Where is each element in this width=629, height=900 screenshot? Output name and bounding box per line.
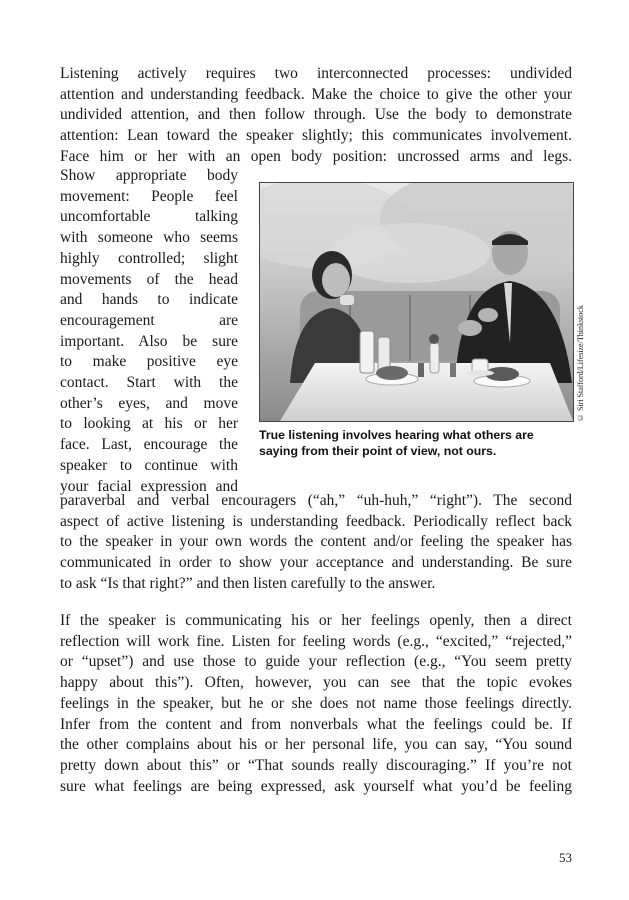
text-line: face. Last, encourage the bbox=[60, 436, 238, 454]
text-line: to make positive eye bbox=[60, 353, 238, 371]
figure-caption: True listening involves hearing what others are saying from their point of view, not ours. bbox=[259, 428, 534, 458]
paragraph-1-top bbox=[60, 64, 572, 168]
photo-credit: © Siri Stafford/Lifesize/Thinkstock bbox=[576, 305, 585, 422]
text-line: movement: People feel bbox=[60, 187, 238, 205]
text-line: with someone who seems bbox=[60, 229, 238, 247]
text-line: to the speaker in your own words the content and/or feeling the speaker has bbox=[60, 533, 572, 551]
photo-figure bbox=[259, 182, 574, 422]
text-line: to ask “Is that right?” and then listen carefully to the answer. bbox=[60, 574, 436, 592]
text-line: Listening actively requires two interconnected processes: undivided bbox=[60, 65, 572, 82]
text-line: feelings in the speaker, but he or she does not name those feelings directly. bbox=[60, 694, 572, 712]
text-line: and hands to indicate bbox=[60, 291, 238, 309]
cafe-conversation-photo bbox=[260, 183, 573, 421]
text-line: attention: Lean toward the speaker slightly; this communicates involvement. bbox=[60, 127, 572, 145]
text-line: paraverbal and verbal encouragers (“ah,” “uh-huh,” “right”). The second bbox=[60, 492, 572, 509]
text-line: other’s eyes, and move bbox=[60, 394, 238, 412]
text-line: speaker to continue with bbox=[60, 456, 238, 474]
text-line: contact. Start with the bbox=[60, 374, 238, 392]
text-line: aspect of active listening is understanding feedback. Periodically reflect back bbox=[60, 512, 572, 530]
text-line: your facial expression and bbox=[60, 477, 238, 495]
paragraph-1-bottom bbox=[60, 491, 572, 595]
text-line: communicated in order to show your acceptance and understanding. Be sure bbox=[60, 554, 572, 572]
text-line: Infer from the content and from nonverbals what the feelings could be. If bbox=[60, 715, 572, 733]
text-line: Show appropriate body bbox=[60, 167, 238, 184]
text-line: movements of the head bbox=[60, 270, 238, 288]
text-line: happy about this”). Often, however, you can see that the topic evokes bbox=[60, 674, 572, 692]
paragraph-2 bbox=[60, 611, 572, 797]
text-line: the other complains about his or her personal life, you can say, “You sound bbox=[60, 736, 572, 754]
text-line: important. Also be sure bbox=[60, 332, 238, 350]
text-line: or “upset”) and use those to guide your reflection (e.g., “You seem pretty bbox=[60, 653, 572, 671]
text-line: pretty down about this” or “That sounds really discouraging.” If you’re not bbox=[60, 756, 572, 774]
paragraph-1-wrapped-column bbox=[60, 166, 238, 497]
page-number: 53 bbox=[559, 850, 572, 865]
text-line: undivided attention, and then follow through. Use the body to demonstrate bbox=[60, 106, 572, 124]
text-line: uncomfortable talking bbox=[60, 208, 238, 226]
text-line: Face him or her with an open body position: uncrossed arms and legs. bbox=[60, 147, 572, 165]
text-line: to looking at his or her bbox=[60, 415, 238, 433]
text-line: encouragement are bbox=[60, 311, 238, 329]
text-line: If the speaker is communicating his or her feelings openly, then a direct bbox=[60, 612, 572, 629]
text-line: reflection will work fine. Listen for feeling words (e.g., “excited,” “rejected,” bbox=[60, 632, 572, 650]
text-line: attention and understanding feedback. Make the choice to give the other your bbox=[60, 85, 572, 103]
text-line: sure what feelings are being expressed, ask yourself what you’d be feeling bbox=[60, 777, 572, 795]
text-line: highly controlled; slight bbox=[60, 249, 238, 267]
